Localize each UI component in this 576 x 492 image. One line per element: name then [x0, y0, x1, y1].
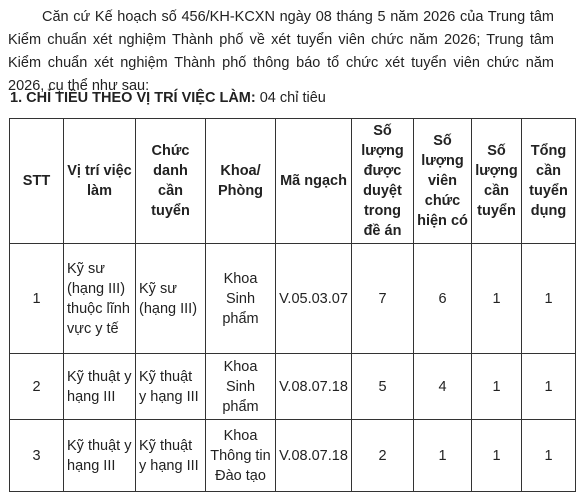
col-header-total: Tổng cần tuyển dụng	[522, 119, 576, 244]
cell-department: Khoa Sinh phẩm	[206, 244, 276, 354]
cell-total: 1	[522, 420, 576, 492]
cell-approved: 2	[352, 420, 414, 492]
cell-code: V.08.07.18	[276, 354, 352, 420]
cell-title: Kỹ thuật y hạng III	[136, 354, 206, 420]
cell-needed: 1	[472, 354, 522, 420]
col-header-department: Khoa/ Phòng	[206, 119, 276, 244]
table-row	[10, 420, 576, 492]
table-row	[10, 354, 576, 420]
col-header-code: Mã ngạch	[276, 119, 352, 244]
cell-position: Kỹ thuật y hạng III	[64, 354, 136, 420]
cell-stt: 3	[10, 420, 64, 492]
cell-department: Khoa Thông tin Đào tạo	[206, 420, 276, 492]
cell-approved: 7	[352, 244, 414, 354]
cell-current: 6	[414, 244, 472, 354]
recruitment-quota-table	[9, 118, 576, 492]
cell-current: 1	[414, 420, 472, 492]
cell-approved: 5	[352, 354, 414, 420]
cell-department: Khoa Sinh phẩm	[206, 354, 276, 420]
cell-code: V.05.03.07	[276, 244, 352, 354]
cell-position: Kỹ thuật y hạng III	[64, 420, 136, 492]
col-header-current: Số lượng viên chức hiện có	[414, 119, 472, 244]
col-header-position: Vị trí việc làm	[64, 119, 136, 244]
cell-needed: 1	[472, 244, 522, 354]
intro-paragraph: Căn cứ Kế hoạch số 456/KH-KCXN ngày 08 tháng 5 năm 2026 của Trung tâm Kiểm chuẩn xét nghiệm Thành phố về xét tuyển viên chức năm 2026; Trung tâm Kiểm chuẩn xét nghiệm Thành phố thông báo tổ chức xét tuyển viên chức năm 2026, cụ thể như sau:	[8, 9, 554, 94]
section-quota: 04 chỉ tiêu	[255, 90, 326, 106]
cell-stt: 1	[10, 244, 64, 354]
cell-position: Kỹ sư (hạng III) thuộc lĩnh vực y tế	[64, 244, 136, 354]
col-header-needed: Số lượng cần tuyển	[472, 119, 522, 244]
col-header-stt: STT	[10, 119, 64, 244]
cell-needed: 1	[472, 420, 522, 492]
cell-stt: 2	[10, 354, 64, 420]
cell-total: 1	[522, 354, 576, 420]
col-header-approved: Số lượng được duyệt trong đề án	[352, 119, 414, 244]
table-row	[10, 244, 576, 354]
cell-code: V.08.07.18	[276, 420, 352, 492]
cell-title: Kỹ thuật y hạng III	[136, 420, 206, 492]
table-header-row	[10, 119, 576, 244]
cell-title: Kỹ sư (hạng III)	[136, 244, 206, 354]
section-title: 1. CHỈ TIÊU THEO VỊ TRÍ VIỆC LÀM:	[10, 90, 256, 106]
cell-total: 1	[522, 244, 576, 354]
cell-current: 4	[414, 354, 472, 420]
section-heading	[10, 90, 326, 106]
col-header-title: Chức danh cần tuyển	[136, 119, 206, 244]
